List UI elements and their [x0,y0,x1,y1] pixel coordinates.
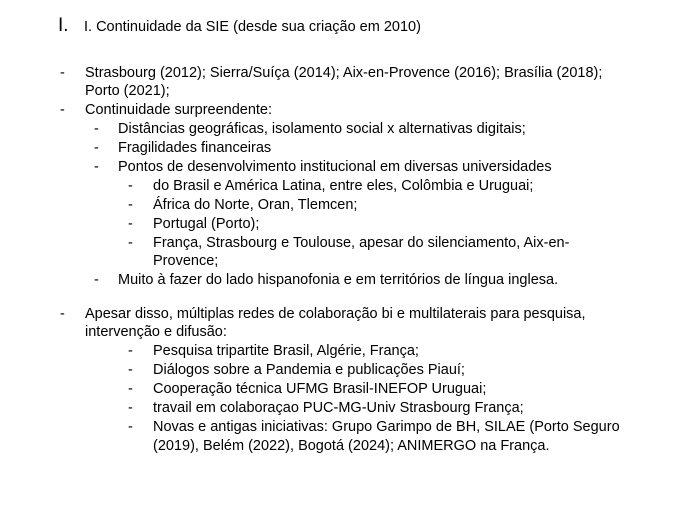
bullet-dash: - [128,343,133,359]
list-item-text: (2019), Belém (2022), Bogotá (2024); ANIMERGO na França. [153,438,550,454]
bullet-dash: - [94,159,99,175]
list-item [60,64,65,84]
list-item-text: Portugal (Porto); [153,216,260,232]
bullet-dash: - [60,306,65,322]
list-item-text: travail em colaboraçao PUC-MG-Univ Strasbourg França; [153,400,524,416]
list-item-text: Fragilidades financeiras [118,140,272,156]
list-item-text: Cooperação técnica UFMG Brasil-INEFOP Uruguai; [153,381,487,397]
list-item-text: França, Strasbourg e Toulouse, apesar do silenciamento, Aix-en- [153,235,570,251]
list-item-text: Novas e antigas iniciativas: Grupo Garimpo de BH, SILAE (Porto Seguro [153,419,620,435]
heading-numeral: I. [58,15,69,36]
bullet-dash: - [94,121,99,137]
bullet-dash: - [94,140,99,156]
bullet-dash: - [94,272,99,288]
list-item-text: Strasbourg (2012); Sierra/Suíça (2014); Aix-en-Provence (2016); Brasília (2018); [85,65,603,81]
bullet-dash: - [128,235,133,251]
list-item-text: Apesar disso, múltiplas redes de colaboração bi e multilaterais para pesquisa, [85,306,586,322]
bullet-dash: - [128,362,133,378]
list-item-text: Provence; [153,253,219,269]
list-item-text: Pesquisa tripartite Brasil, Algérie, França; [153,343,419,359]
bullet-dash: - [60,102,65,118]
bullet-dash: - [128,216,133,232]
bullet-dash: - [60,65,65,81]
list-item-text: Distâncias geográficas, isolamento social x alternativas digitais; [118,121,526,137]
bullet-dash: - [128,197,133,213]
list-item-text: Continuidade surpreendente: [85,102,273,118]
bullet-dash: - [128,400,133,416]
list-item-text: intervenção e difusão: [85,324,227,340]
bullet-dash: - [128,419,133,435]
list-item-text: Muito à fazer do lado hispanofonia e em territórios de língua inglesa. [118,272,559,288]
list-item-text: Porto (2021); [85,83,170,99]
list-item-text: Pontos de desenvolvimento institucional em diversas universidades [118,159,552,175]
list-item-text: África do Norte, Oran, Tlemcen; [153,197,358,213]
heading-text: I. Continuidade da SIE (desde sua criação em 2010) [84,19,421,35]
slide-heading [58,16,421,37]
list-item-text: Diálogos sobre a Pandemia e publicações Piauí; [153,362,465,378]
bullet-dash: - [128,178,133,194]
list-item-text: do Brasil e América Latina, entre eles, Colômbia e Uruguai; [153,178,534,194]
bullet-dash: - [128,381,133,397]
